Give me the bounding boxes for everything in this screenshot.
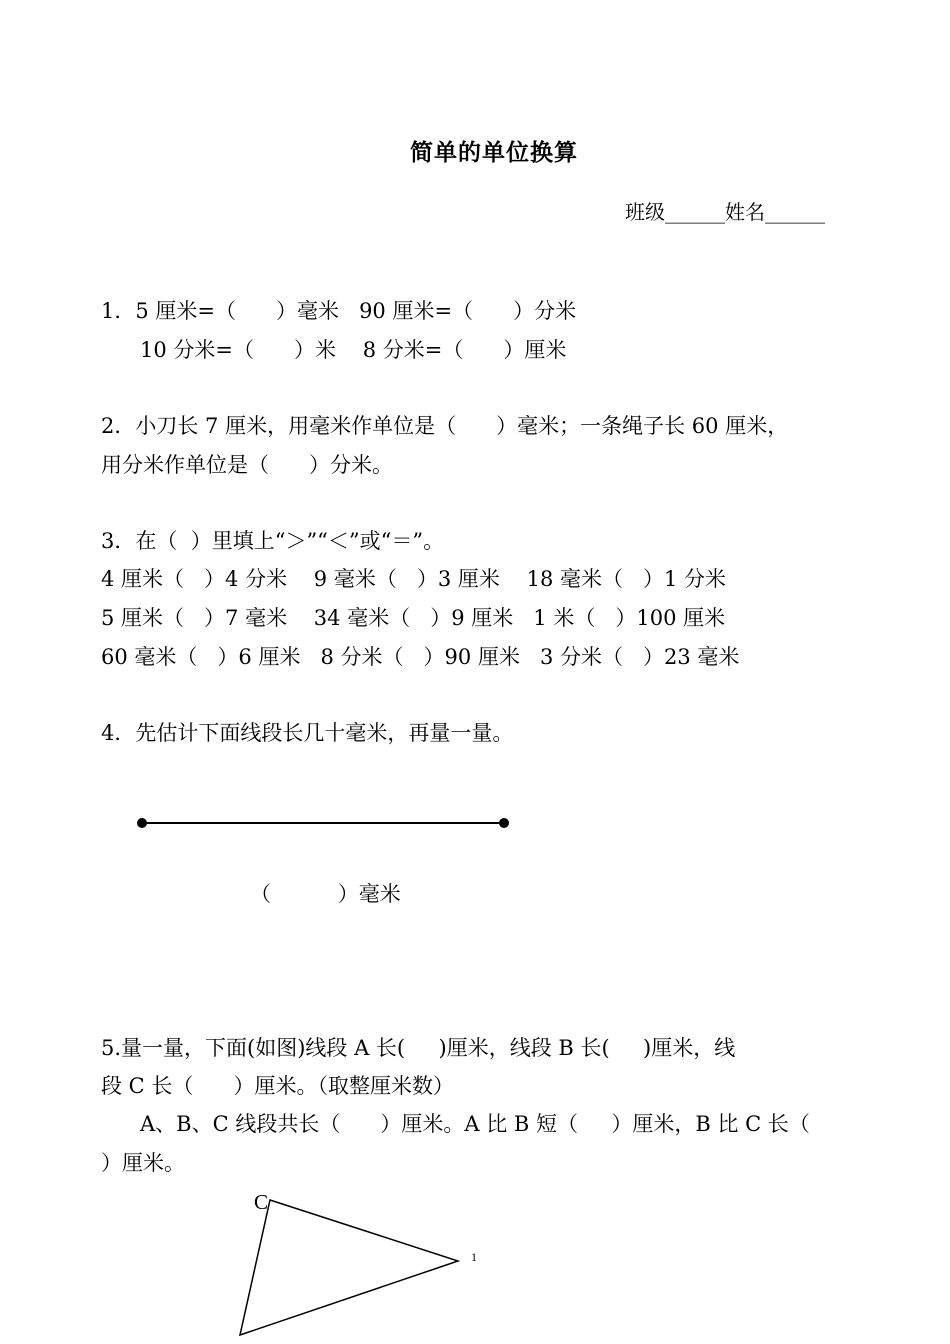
q4-line-segment [142, 822, 504, 824]
q5-line1: 5.量一量，下面(如图)线段 A 长( )厘米，线段 B 长( )厘米，线 [101, 1036, 736, 1060]
q1-line2: 10 分米=（ ）米 8 分米=（ ）厘米 [140, 338, 567, 362]
page-title: 简单的单位换算 [410, 139, 578, 166]
q2-line2: 用分米作单位是（ ）分米。 [101, 453, 394, 477]
q5-line4: ）厘米。 [101, 1151, 185, 1175]
label-c: C [254, 1190, 269, 1214]
q5-line2: 段 C 长（ ）厘米。（取整厘米数） [101, 1074, 454, 1098]
q3-row2: 5 厘米（ ）7 毫米 34 毫米（ ）9 厘米 1 米（ ）100 厘米 [101, 606, 726, 630]
q4-answer: （ ）毫米 [250, 882, 401, 906]
triangle-figure [230, 1185, 490, 1340]
q4-intro: 4．先估计下面线段长几十毫米，再量一量。 [101, 721, 514, 745]
q1-line1: 1．5 厘米=（ ）毫米 90 厘米=（ ）分米 [101, 299, 577, 323]
q5-line3: A、B、C 线段共长（ ）厘米。A 比 B 短（ ）厘米，B 比 C 长（ [140, 1112, 810, 1136]
segment-end-point [499, 818, 509, 828]
q2-line1: 2．小刀长 7 厘米，用毫米作单位是（ ）毫米；一条绳子长 60 厘米， [101, 414, 789, 438]
segment-start-point [137, 818, 147, 828]
triangle-shape [240, 1200, 458, 1335]
class-name-field: 班级______姓名______ [625, 200, 825, 224]
q3-intro: 3．在（ ）里填上“＞”“＜”或“＝”。 [101, 529, 445, 553]
label-1: 1 [471, 1250, 477, 1264]
q3-row3: 60 毫米（ ）6 厘米 8 分米（ ）90 厘米 3 分米（ ）23 毫米 [101, 645, 740, 669]
q3-row1: 4 厘米（ ）4 分米 9 毫米（ ）3 厘米 18 毫米（ ）1 分米 [101, 567, 727, 591]
